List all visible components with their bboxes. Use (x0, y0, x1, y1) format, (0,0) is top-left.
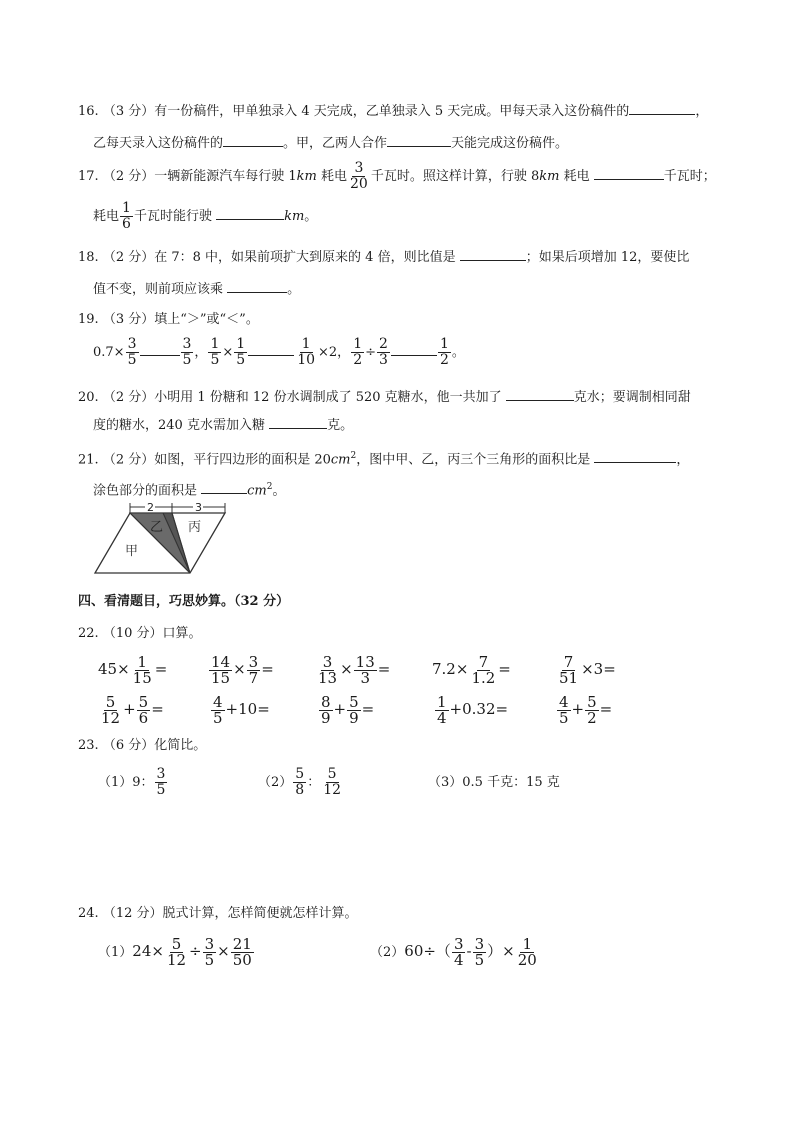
fraction: $\frac{1}{10}$ (297, 336, 316, 368)
q21-line2: 涂色部分的面积是 $cm^2$。 (93, 477, 286, 501)
q22-item-5: $\frac{7}{51}$ ×3= (559, 652, 616, 687)
fraction: $\frac{5}{12}$ (101, 692, 121, 727)
fraction: $\frac{5}{8}$ (295, 766, 305, 798)
q22-item-7: $\frac{4}{5}$ +10= (213, 692, 270, 727)
q17-fraction-2: $\frac{1}{6}$ (122, 200, 131, 232)
q22-item-10: $\frac{4}{5}$ + $\frac{5}{2}$ = (559, 692, 613, 727)
q21-line1: 21. （2 分）如图，平行四边形的面积是 $20cm^2$，图中甲、乙，丙三个三角形的面积比是 ， (78, 446, 689, 470)
q22-line1: 22. （10 分）口算。 (78, 626, 202, 641)
q16-blank-3[interactable] (387, 132, 451, 147)
fraction: $\frac{1}{2}$ (439, 336, 449, 368)
fraction: $\frac{7}{1.2}$ (471, 652, 496, 687)
q16-blank-1[interactable] (629, 100, 695, 115)
fraction: $\frac{5}{9}$ (349, 692, 359, 727)
fraction: $\frac{3}{5}$ (127, 336, 137, 368)
q21-blank-1[interactable] (594, 448, 676, 463)
label-bing: 丙 (188, 520, 202, 535)
q18-blank-1[interactable] (460, 246, 526, 261)
q16-blank-2[interactable] (223, 132, 283, 147)
q20-line1: 20. （2 分）小明用 1 份糖和 12 份水调制成了 520 克糖水，他一共加了 克水；要调制相同甜 (78, 386, 691, 408)
dim-label-3: 3 (195, 503, 202, 514)
q19-line2: 0.7× $\frac{3}{5}$ $\frac{3}{5}$ ， $\frac{1}{5}$ × $\frac{1}{5}$ $\frac{1}{10}$ ×2， $\frac{1}{2}$ ÷ $\frac{2}{3}$ $\frac{1}{2}$ 。 (93, 336, 465, 368)
q20-blank-2[interactable] (269, 414, 327, 429)
q24-line1: 24. （12 分）脱式计算，怎样简便就怎样计算。 (78, 906, 358, 921)
q23-number: 23. (78, 738, 99, 753)
label-jia: 甲 (125, 544, 139, 559)
q22-item-9: $\frac{1}{4}$ +0.32= (437, 692, 509, 727)
fraction: $\frac{4}{5}$ (213, 692, 223, 727)
q18-line2: 值不变，则前项应该乘 。 (93, 278, 300, 300)
fraction: $\frac{3}{4}$ (453, 934, 464, 969)
q22-item-8: $\frac{8}{9}$ + $\frac{5}{9}$ = (321, 692, 375, 727)
q17-blank-1[interactable] (594, 165, 664, 180)
fraction: $\frac{3}{7}$ (248, 652, 259, 687)
q22-item-3: $\frac{3}{13}$ × $\frac{13}{3}$ = (318, 652, 391, 687)
q23-line1: 23. （6 分）化简比。 (78, 738, 207, 753)
label-yi: 乙 (150, 520, 164, 535)
q23-part-1: （1）9： $\frac{3}{5}$ (98, 766, 166, 798)
q16-line2: 乙每天录入这份稿件的 。甲，乙两人合作 天能完成这份稿件。 (93, 132, 568, 154)
section-4-title: 四、看清题目，巧思妙算。（32 分） (78, 594, 290, 609)
q21-blank-2[interactable] (201, 479, 247, 494)
q24-part-2: （2）60÷（ $\frac{3}{4}$ - $\frac{3}{5}$ ）× $\frac{1}{20}$ (370, 934, 537, 969)
q17-line2: 耗电 $\frac{1}{6}$ 千瓦时能行驶 km。 (93, 200, 318, 232)
fraction: $\frac{1}{5}$ (236, 336, 246, 368)
q17-number: 17. (78, 169, 99, 184)
fraction: $\frac{3}{13}$ (318, 652, 338, 687)
fraction: $\frac{1}{2}$ (353, 336, 363, 368)
fraction: $\frac{3}{5}$ (474, 934, 485, 969)
q19-line1: 19. （3 分）填上“＞”或“＜”。 (78, 312, 259, 327)
q20-blank-1[interactable] (506, 386, 574, 401)
fraction: $\frac{1}{4}$ (437, 692, 447, 727)
q16-line1: 16. （3 分）有一份稿件，甲单独录入 4 天完成，乙单独录入 5 天完成。甲每天录入这份稿件的 ， (78, 100, 708, 122)
fraction: $\frac{4}{5}$ (559, 692, 569, 727)
fraction: $\frac{13}{3}$ (355, 652, 375, 687)
parallelogram-figure (92, 503, 237, 579)
fraction: $\frac{5}{6}$ (138, 692, 149, 727)
fraction: $\frac{1}{5}$ (210, 336, 220, 368)
q24-number: 24. (78, 906, 99, 921)
fraction: $\frac{5}{12}$ (166, 934, 187, 969)
fraction: $\frac{7}{51}$ (559, 652, 579, 687)
fraction: $\frac{3}{5}$ (182, 336, 192, 368)
q23-part-2: （2） $\frac{5}{8}$ ： $\frac{5}{12}$ (258, 766, 342, 798)
fraction: $\frac{2}{3}$ (379, 336, 388, 368)
fraction: $\frac{3}{5}$ (156, 766, 166, 798)
q22-item-1: 45× $\frac{1}{15}$ = (98, 652, 168, 687)
fraction: $\frac{3}{5}$ (204, 934, 215, 969)
fraction: $\frac{5}{12}$ (323, 766, 342, 798)
fraction: $\frac{14}{15}$ (211, 652, 231, 687)
q18-blank-2[interactable] (227, 278, 287, 293)
fraction: $\frac{1}{15}$ (132, 652, 152, 687)
q22-item-4: 7.2× $\frac{7}{1.2}$ = (432, 652, 511, 687)
q17-fraction-1: $\frac{3}{20}$ (350, 160, 368, 192)
q23-part-3: （3）0.5 千克：15 克 (428, 775, 560, 790)
q16-number: 16. (78, 104, 99, 119)
q22-number: 22. (78, 626, 99, 641)
q24-part-1: （1）24× $\frac{5}{12}$ ÷ $\frac{3}{5}$ × $\frac{21}{50}$ (98, 934, 252, 969)
fraction: $\frac{5}{2}$ (587, 692, 597, 727)
q17-line1: 17. （2 分）一辆新能源汽车每行驶 1km 耗电 $\frac{3}{20}$ 千瓦时。照这样计算，行驶 8km 耗电 千瓦时； (78, 160, 716, 192)
q19-blank-3[interactable] (391, 341, 437, 356)
q19-blank-1[interactable] (140, 341, 180, 356)
fraction: $\frac{21}{50}$ (232, 934, 252, 969)
dim-label-2: 2 (147, 503, 154, 514)
q19-number: 19. (78, 312, 99, 327)
q20-line2: 度的糖水，240 克水需加入糖 克。 (93, 414, 353, 436)
q22-item-6: $\frac{5}{12}$ + $\frac{5}{6}$ = (101, 692, 164, 727)
q18-number: 18. (78, 250, 99, 265)
fraction: $\frac{1}{20}$ (517, 934, 537, 969)
q18-line1: 18. （2 分）在 7：8 中，如果前项扩大到原来的 4 倍，则比值是 ；如果后项增加 12，要使比 (78, 246, 689, 268)
q20-number: 20. (78, 390, 99, 405)
q17-blank-2[interactable] (216, 205, 284, 220)
q22-item-2: $\frac{14}{15}$ × $\frac{3}{7}$ = (211, 652, 274, 687)
fraction: $\frac{8}{9}$ (321, 692, 331, 727)
q19-blank-2[interactable] (248, 341, 294, 356)
q21-number: 21. (78, 452, 99, 468)
